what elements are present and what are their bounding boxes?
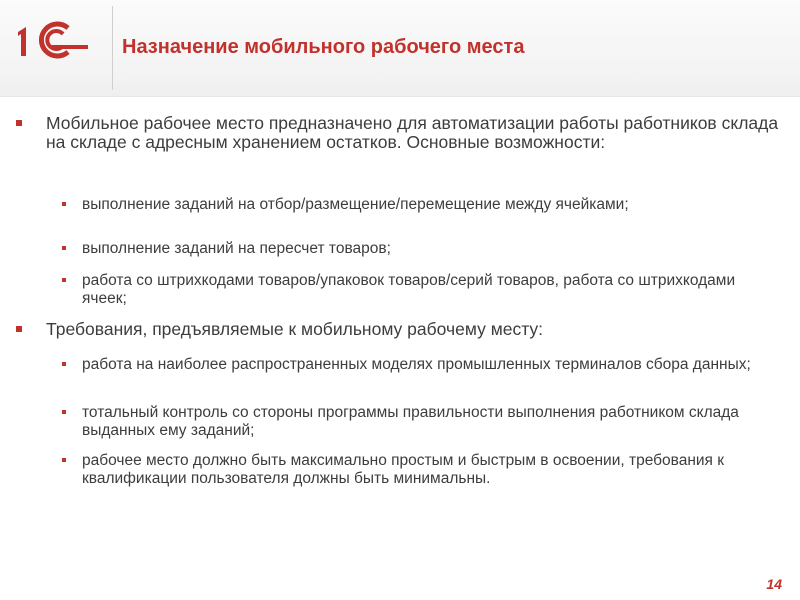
- bullet-level2: [82, 452, 782, 488]
- header-separator: [112, 6, 113, 90]
- square-bullet-icon: [62, 278, 66, 282]
- bullet-level2: [82, 196, 782, 214]
- bullet-level1: [46, 114, 786, 152]
- 1c-logo-icon: [12, 18, 90, 64]
- square-bullet-icon: [62, 246, 66, 250]
- bullet-text: выполнение заданий на отбор/размещение/перемещение между ячейками;: [82, 196, 629, 213]
- square-bullet-icon: [62, 410, 66, 414]
- bullet-text: Требования, предъявляемые к мобильному рабочему месту:: [46, 319, 544, 339]
- bullet-level2: [82, 404, 782, 440]
- square-bullet-icon: [62, 202, 66, 206]
- bullet-text: рабочее место должно быть максимально простым и быстрым в освоении, требования к квалификации пользователя должны быть минимальны.: [82, 452, 725, 487]
- bullet-level2: [82, 240, 782, 258]
- slide-header: [0, 0, 800, 97]
- bullet-text: выполнение заданий на пересчет товаров;: [82, 240, 391, 257]
- page-number: 14: [766, 576, 782, 592]
- square-bullet-icon: [16, 120, 22, 126]
- bullet-text: работа со штрихкодами товаров/упаковок товаров/серий товаров, работа со штрихкодами ячеек;: [82, 272, 736, 307]
- bullet-text: тотальный контроль со стороны программы правильности выполнения работником склада выданных ему заданий;: [82, 404, 739, 439]
- bullet-level2: [82, 272, 782, 308]
- square-bullet-icon: [16, 326, 22, 332]
- bullet-level2: [82, 356, 782, 374]
- bullet-text: Мобильное рабочее место предназначено для автоматизации работы работников склада на складе с адресным хранением остатков. Основные возможности:: [46, 113, 779, 152]
- bullet-level1: [46, 320, 786, 339]
- slide-title: Назначение мобильного рабочего места: [122, 36, 525, 58]
- square-bullet-icon: [62, 458, 66, 462]
- bullet-text: работа на наиболее распространенных моделях промышленных терминалов сбора данных;: [82, 356, 751, 373]
- square-bullet-icon: [62, 362, 66, 366]
